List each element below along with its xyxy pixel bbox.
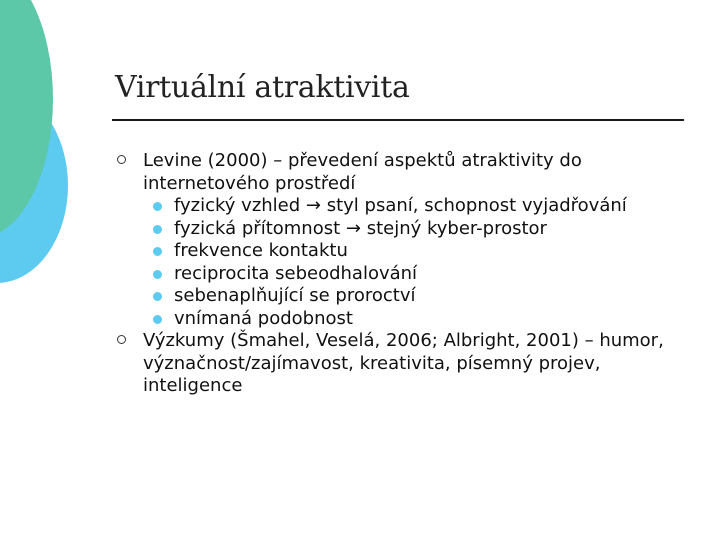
slide-content <box>116 150 676 398</box>
hollow-circle-bullet-icon <box>117 335 126 344</box>
bullet-item <box>116 150 676 195</box>
filled-circle-bullet-icon <box>153 202 162 211</box>
sub-bullet-item <box>143 218 676 241</box>
bullet-text: Výzkumy (Šmahel, Veselá, 2006; Albright, 2001) – humor, význačnost/zajímavost, kreativita, písemný projev, inteligence <box>143 330 664 396</box>
sub-bullet-text: frekvence kontaktu <box>174 240 348 261</box>
hollow-circle-bullet-icon <box>117 155 126 164</box>
sub-bullet-item <box>143 285 676 308</box>
bullet-text: Levine (2000) – převedení aspektů atraktivity do internetového prostředí <box>143 150 582 194</box>
sub-bullet-text: sebenaplňující se proroctví <box>174 285 416 306</box>
title-divider <box>112 119 684 121</box>
sub-bullet-text: reciprocita sebeodhalování <box>174 262 418 284</box>
sub-bullet-item <box>143 308 676 331</box>
filled-circle-bullet-icon <box>153 270 162 279</box>
sub-bullet-text: fyzická přítomnost → stejný kyber-prostor <box>174 217 547 239</box>
sub-bullet-item <box>143 195 676 218</box>
slide-title: Virtuální atraktivita <box>115 70 410 105</box>
filled-circle-bullet-icon <box>153 225 162 234</box>
sub-bullet-text: vnímaná podobnost <box>174 307 353 329</box>
bullet-item <box>116 330 676 398</box>
sub-bullet-item <box>143 240 676 263</box>
filled-circle-bullet-icon <box>153 315 162 324</box>
sub-bullet-item <box>143 263 676 286</box>
sub-bullet-text: fyzický vzhled → styl psaní, schopnost vyjadřování <box>174 195 627 216</box>
filled-circle-bullet-icon <box>153 247 162 256</box>
filled-circle-bullet-icon <box>153 292 162 301</box>
